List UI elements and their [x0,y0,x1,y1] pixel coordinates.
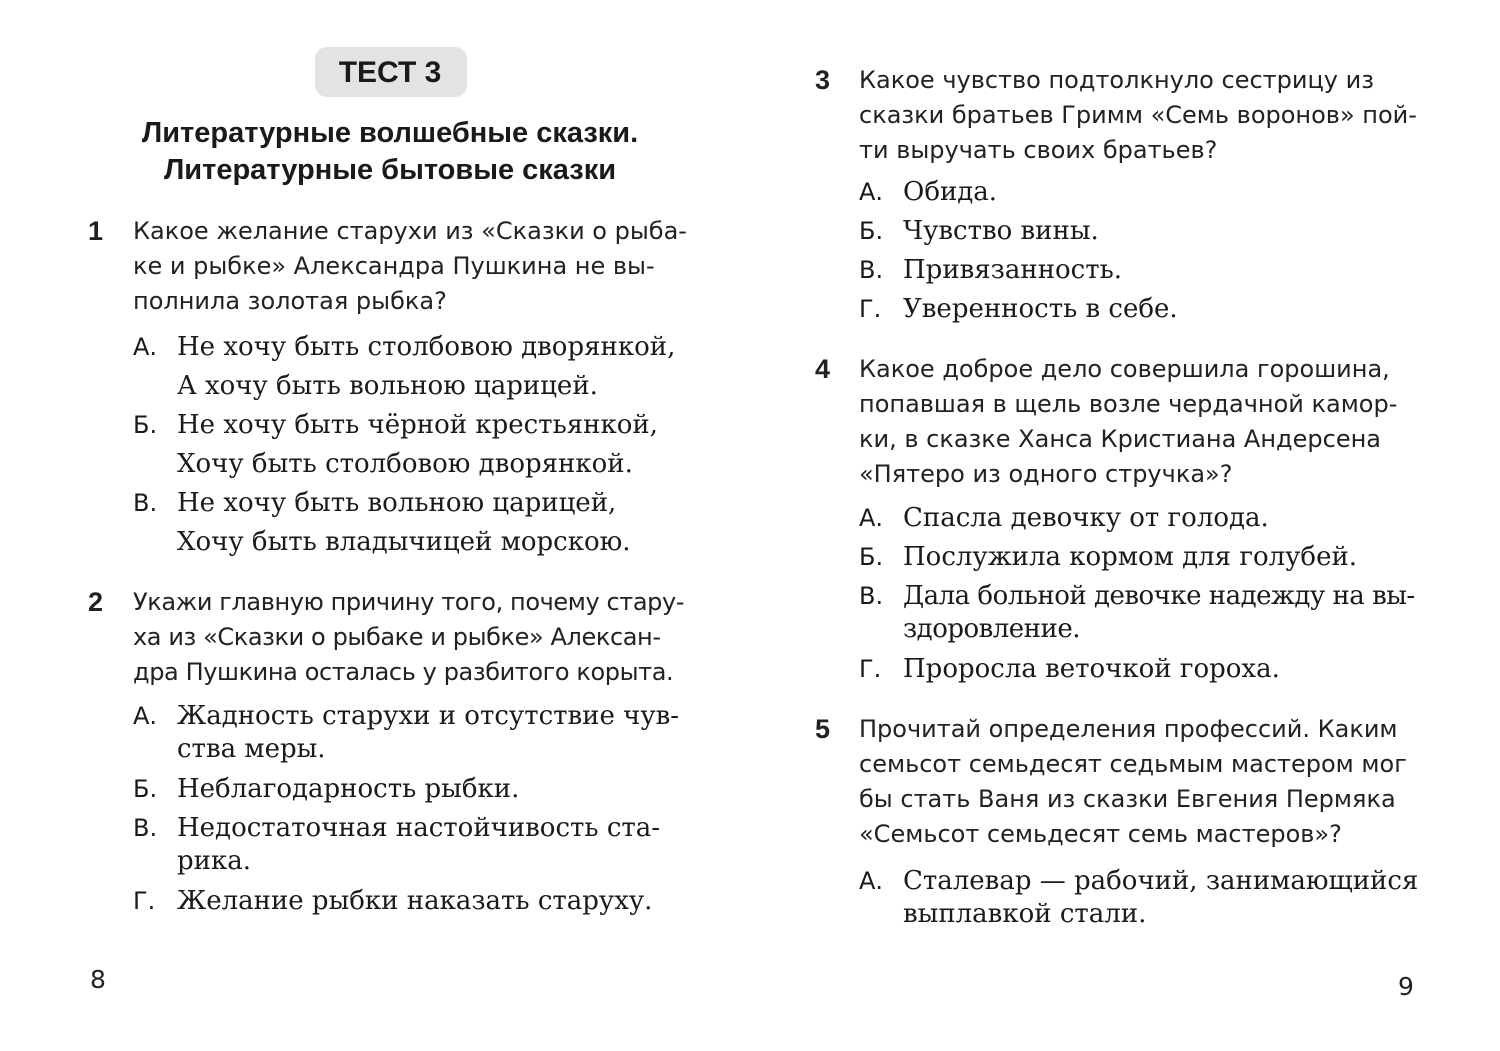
option-line: Сталевар — рабочий, занимающийся [903,866,1419,896]
option-letter: А. [859,178,884,206]
question-2-option-a [133,697,703,769]
page-number-right: 9 [1398,972,1414,1001]
option-text [903,650,1439,689]
option-text [177,484,703,562]
option-line: здоровление. [903,614,1080,644]
option-letter: В. [133,814,158,842]
question-2-text [133,585,713,690]
option-letter: Г. [859,295,882,323]
option-text [177,328,703,406]
option-text [177,697,703,769]
option-text [903,538,1439,577]
question-1-option-c [133,484,703,562]
question-5-number: 5 [815,714,831,744]
option-text [903,251,1439,290]
option-text [177,809,703,881]
question-3-option-d [859,290,1439,329]
option-line: Проросла веточкой гороха. [903,654,1280,684]
option-line: Хочу быть владычицей морскою. [177,527,631,557]
question-4-line: попавшая в щель возле чердачной камор- [859,390,1398,418]
section-title-line-1: Литературные волшебные сказки. [141,117,639,149]
option-letter: Б. [859,543,884,571]
option-text [177,770,703,809]
question-3-option-c [859,251,1439,290]
option-line: рика. [177,846,251,876]
question-2-line: Укажи главную причину того, почему стару- [133,588,685,616]
question-1-option-b [133,406,703,484]
question-3-option-a [859,173,1439,212]
question-5-line: семьсот семьдесят седьмым мастером мог [859,750,1407,778]
page-number-left: 8 [90,965,106,994]
question-2-number: 2 [88,587,104,617]
option-line: Послужила кормом для голубей. [903,542,1358,572]
question-4-option-b [859,538,1439,577]
option-line: Обида. [903,177,998,207]
right-page [750,0,1500,1051]
option-line: Спасла девочку от голода. [903,503,1269,533]
question-1-line: ке и рыбке» Александра Пушкина не вы- [133,252,655,280]
option-line: А хочу быть вольною царицей. [177,371,598,401]
option-line: выплавкой стали. [903,899,1147,929]
option-line: Неблагодарность рыбки. [177,774,520,804]
question-3-line: ти выручать своих братьев? [859,136,1218,164]
option-text [903,173,1439,212]
option-letter: Г. [133,887,156,915]
question-4-option-c [859,577,1439,649]
option-line: Не хочу быть вольною царицей, [177,488,617,518]
question-2-line: дра Пушкина осталась у разбитого корыта. [133,658,674,686]
question-4-number: 4 [815,354,831,384]
option-line: Уверенность в себе. [903,294,1178,324]
option-letter: В. [133,489,158,517]
question-1-text [133,214,703,319]
question-2-option-c [133,809,703,881]
question-4-line: ки, в сказке Ханса Кристиана Андерсена [859,425,1381,453]
option-line: Желание рыбки наказать старуху. [177,886,653,916]
question-3-option-b [859,212,1439,251]
question-4-option-a [859,499,1439,538]
option-letter: А. [859,867,884,895]
option-text [903,577,1439,649]
option-letter: А. [133,702,158,730]
question-4-line: Какое доброе дело совершила горошина, [859,355,1390,383]
question-1-line: полнила золотая рыбка? [133,287,447,315]
section-title-line-2: Литературные бытовые сказки [163,154,617,186]
option-letter: Б. [133,775,158,803]
option-text [903,290,1439,329]
option-line: Хочу быть столбовою дворянкой. [177,449,633,479]
question-5-line: Прочитай определения профессий. Каким [859,715,1398,743]
option-text [177,406,703,484]
question-4-text [859,352,1439,492]
option-line: Дала больной девочке надежду на вы- [903,581,1415,611]
option-text [177,882,703,921]
question-5-option-a [859,862,1439,934]
option-line: Привязанность. [903,255,1123,285]
question-1-number: 1 [88,216,104,246]
option-line: Чувство вины. [903,216,1099,246]
option-letter: Б. [133,411,158,439]
option-letter: А. [133,333,158,361]
question-2-line: ха из «Сказки о рыбаке и рыбке» Алексан- [133,623,661,651]
question-4-option-d [859,650,1439,689]
question-3-line: Какое чувство подтолкнуло сестрицу из [859,66,1374,94]
question-1-line: Какое желание старухи из «Сказки о рыба- [133,217,687,245]
question-1-option-a [133,328,703,406]
option-letter: В. [859,256,884,284]
option-line: ства меры. [177,734,326,764]
option-letter: А. [859,504,884,532]
option-line: Не хочу быть столбовою дворянкой, [177,332,676,362]
option-text [903,499,1439,538]
question-3-text [859,63,1439,168]
option-line: Жадность старухи и отсутствие чув- [177,701,680,731]
question-5-text [859,712,1449,852]
option-letter: Г. [859,655,882,683]
test-badge-label: ТЕСТ 3 [338,56,442,89]
option-line: Недостаточная настойчивость ста- [177,813,661,843]
question-3-line: сказки братьев Гримм «Семь воронов» пой- [859,101,1417,129]
question-4-line: «Пятеро из одного стручка»? [859,460,1233,488]
option-text [903,212,1439,251]
question-5-line: бы стать Ваня из сказки Евгения Пермяка [859,785,1396,813]
question-3-number: 3 [815,65,831,95]
question-2-option-d [133,882,703,921]
question-2-option-b [133,770,703,809]
option-letter: Б. [859,217,884,245]
option-line: Не хочу быть чёрной крестьянкой, [177,410,658,440]
question-5-line: «Семьсот семьдесят семь мастеров»? [859,820,1342,848]
option-text [903,862,1439,934]
option-letter: В. [859,582,884,610]
